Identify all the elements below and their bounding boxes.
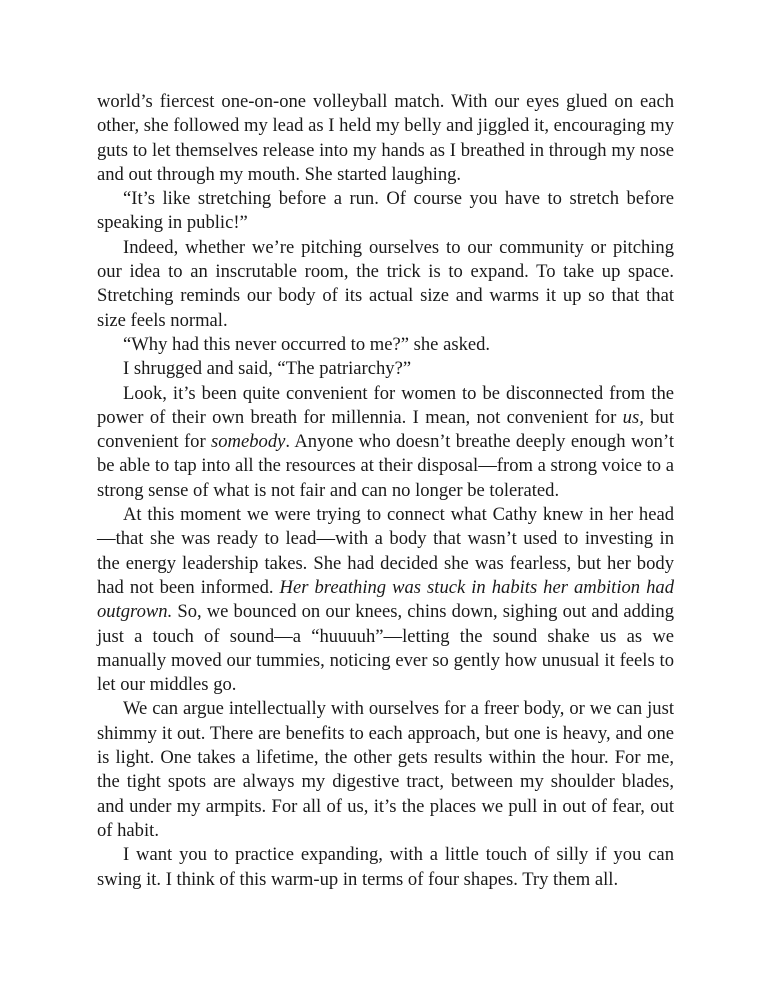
text-run: “It’s like stretching before a run. Of course you have to stretch before speaking in public!” <box>97 188 674 234</box>
body-paragraph <box>97 333 674 357</box>
body-paragraph <box>97 697 674 843</box>
italic-text-run: somebody <box>211 431 286 453</box>
text-run: world’s fiercest one-on-one volleyball match. With our eyes glued on each other, she followed my lead as I held my belly and jiggled it, encouraging my guts to let themselves release into my hands as I breathed in through my nose and out through my mouth. She started laughing. <box>97 91 674 185</box>
text-run: I shrugged and said, “The patriarchy?” <box>123 358 412 380</box>
text-run: At this moment we were trying to connect what Cathy knew in her head —that she was ready to lead—with a body that wasn’t used to investing in the energy leadership takes. She had decided she was fearless, but her body had not been informed. <box>97 504 674 598</box>
text-run: . Anyone who doesn’t breathe deeply enough won’t be able to tap into all the resources at their disposal—from a strong voice to a strong sense of what is not fair and can no longer be tolerated. <box>97 431 674 501</box>
body-paragraph <box>97 90 674 187</box>
body-paragraph <box>97 503 674 697</box>
book-page-body <box>97 90 674 892</box>
body-paragraph <box>97 236 674 333</box>
italic-text-run: us, <box>622 406 644 428</box>
body-paragraph <box>97 357 674 381</box>
text-run: Indeed, whether we’re pitching ourselves to our community or pitching our idea to an inscrutable room, the trick is to expand. To take up space. Stretching reminds our body of its actual size and warms it up so that that size feels normal. <box>97 236 674 331</box>
body-paragraph <box>97 382 674 503</box>
text-run: “Why had this never occurred to me?” she asked. <box>123 333 491 355</box>
text-run: So, we bounced on our knees, chins down, sighing out and adding just a touch of sound—a “huuuuh”—letting the sound shake us as we manually moved our tummies, noticing ever so gently how unusual it feels to let our middles go. <box>97 601 674 696</box>
text-run: I want you to practice expanding, with a little touch of silly if you can swing it. I think of this warm-up in terms of four shapes. Try them all. <box>97 844 674 890</box>
text-run: We can argue intellectually with ourselves for a freer body, or we can just shimmy it out. There are benefits to each approach, but one is heavy, and one is light. One takes a lifetime, the other gets results within the hour. For me, the tight spots are always my digestive tract, between my shoulder blades, and under my armpits. For all of us, it’s the places we pull in out of fear, out of habit. <box>97 698 674 841</box>
body-paragraph <box>97 843 674 892</box>
text-run: Look, it’s been quite convenient for women to be disconnected from the power of their own breath for millennia. I mean, not convenient for <box>97 382 674 428</box>
italic-text-run: Her breathing was stuck in habits her ambition had outgrown. <box>97 576 674 623</box>
text-run: but convenient for <box>97 406 674 453</box>
body-paragraph <box>97 187 674 236</box>
